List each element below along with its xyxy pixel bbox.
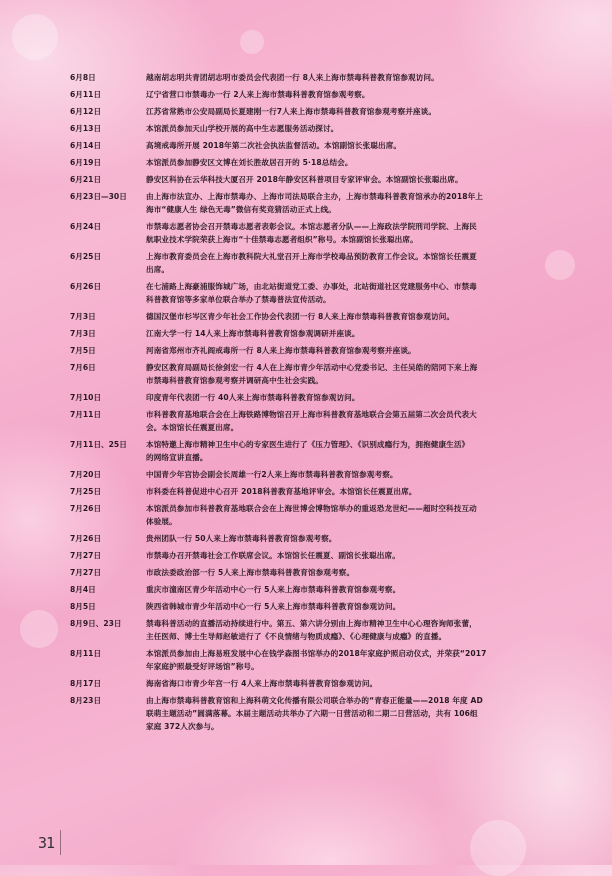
- entry-text-line: 本馆派员参加天山学校开展的高中生志愿服务活动探讨。: [146, 124, 339, 133]
- entry-text-line: 印度青年代表团一行 40人来上海市禁毒科普教育馆参观访问。: [146, 393, 360, 402]
- entry-text-line: 陕西省韩城市青少年活动中心一行 5人来上海市禁毒科普教育馆参观访问。: [146, 602, 401, 611]
- page-number: 31: [38, 834, 55, 852]
- entry-text: [146, 438, 566, 464]
- entry-text-line: 由上海市禁毒科普教育馆和上海科萌文化传播有限公司联合举办的“青春正能量——2018 年度 AD: [146, 696, 483, 705]
- entry-text: [146, 694, 566, 733]
- entry-text-line: 市禁毒志愿者协会召开禁毒志愿者表彰会议。本馆志愿者分队——上海政法学院刑司学院、上海民: [146, 222, 477, 231]
- entry-date: 8月5日: [70, 602, 96, 611]
- entry-date: 7月10日: [70, 393, 102, 402]
- entry-text-line: 上海市教育委员会在上海市教科院大礼堂召开上海市学校毒品预防教育工作会议。本馆馆长任震夏: [146, 252, 477, 261]
- entry-text: [146, 617, 566, 643]
- entry-text-line: 本馆特邀上海市精神卫生中心的专家医生进行了《压力管理》、《识别成瘾行为，拥抱健康生活》: [146, 440, 470, 449]
- entry-date: 7月27日: [70, 568, 102, 577]
- entry-text: [146, 173, 566, 186]
- entry-date: 6月13日: [70, 124, 102, 133]
- entry-date: 6月23日—30日: [70, 192, 127, 201]
- entry-date: 6月25日: [70, 252, 102, 261]
- entry-date: 6月21日: [70, 175, 102, 184]
- entry-text-line: 德国汉堡市杉岑区青少年社会工作协会代表团一行 8人来上海市禁毒科普教育馆参观访问。: [146, 312, 455, 321]
- entry-date: 7月5日: [70, 346, 96, 355]
- entry-text-line: 出席。: [146, 265, 170, 274]
- entry-text: [146, 190, 566, 216]
- entry-date: 8月4日: [70, 585, 96, 594]
- entry-text-line: 中国青少年宫协会副会长周雄一行2人来上海市禁毒科普教育馆参观考察。: [146, 470, 398, 479]
- entry-text-line: 年家庭护照最受好评场馆”称号。: [146, 662, 259, 671]
- entry-text-line: 本馆派员参加市科普教育基地联合会在上海世博会博物馆举办的重返恐龙世纪——超时空科技互动: [146, 504, 477, 513]
- entry-text-line: 市禁毒科普教育馆参观考察并调研高中生社会实践。: [146, 376, 323, 385]
- entry-date: 6月19日: [70, 158, 102, 167]
- entry-date: 6月12日: [70, 107, 102, 116]
- entry-text: [146, 532, 566, 545]
- entry-text-line: 静安区教育局副局长徐剑宏一行 4人在上海市青少年活动中心党委书记、主任吴皓的陪同下来上海: [146, 363, 478, 372]
- entry-text: [146, 502, 566, 528]
- entry-text-line: 贵州团队一行 50人来上海市禁毒科普教育馆参观考察。: [146, 534, 337, 543]
- entry-text: [146, 122, 566, 135]
- entry-date: 7月3日: [70, 312, 96, 321]
- entry-text-line: 江苏省常熟市公安局副局长夏建刚一行7人来上海市禁毒科普教育馆参观考察并座谈。: [146, 107, 437, 116]
- entry-text-line: 海市“健康人生 绿色无毒”微信有奖竞猜活动正式上线。: [146, 205, 336, 214]
- entry-text: [146, 468, 566, 481]
- entry-text-line: 市科委在科普促进中心召开 2018科普教育基地评审会。本馆馆长任震夏出席。: [146, 487, 417, 496]
- entry-date: 8月9日、23日: [70, 619, 122, 628]
- entry-date: 7月26日: [70, 504, 102, 513]
- entry-text-line: 家庭 372人次参与。: [146, 722, 219, 731]
- entry-text: [146, 391, 566, 404]
- entry-date: 7月25日: [70, 487, 102, 496]
- entry-date: 7月11日: [70, 410, 102, 419]
- decor-bokeh: [240, 30, 264, 54]
- entry-text: [146, 88, 566, 101]
- entry-text-line: 本馆派员参加由上海易班发展中心在钱学森图书馆举办的2018年家庭护照启动仪式，并荣获“2017: [146, 649, 487, 658]
- entry-text: [146, 156, 566, 169]
- entry-text-line: 河南省郑州市齐礼阎戒毒所一行 8人来上海市禁毒科普教育馆参观考察并座谈。: [146, 346, 416, 355]
- entry-text-line: 体验展。: [146, 517, 177, 526]
- entry-text: [146, 280, 566, 306]
- entry-text: [146, 408, 566, 434]
- decor-bokeh: [20, 610, 58, 648]
- entry-text-line: 会。本馆馆长任震夏出席。: [146, 423, 239, 432]
- entry-text: [146, 139, 566, 152]
- entry-text: [146, 583, 566, 596]
- entry-date: 6月8日: [70, 73, 96, 82]
- entry-date: 7月6日: [70, 363, 96, 372]
- entry-text-line: 江南大学一行 14人来上海市禁毒科普教育馆参观调研并座谈。: [146, 329, 360, 338]
- entry-text-line: 科普教育馆等多家单位联合举办了禁毒普法宣传活动。: [146, 295, 331, 304]
- entry-text: [146, 361, 566, 387]
- entry-text: [146, 647, 566, 673]
- entry-date: 6月11日: [70, 90, 102, 99]
- entry-date: 6月14日: [70, 141, 102, 150]
- entry-text-line: 市政法委政治部一行 5人来上海市禁毒科普教育馆参观考察。: [146, 568, 355, 577]
- entry-text: [146, 220, 566, 246]
- entry-text: [146, 600, 566, 613]
- entry-text-line: 市科普教育基地联合会在上海铁路博物馆召开上海市科普教育基地联合会第五届第二次会员代表大: [146, 410, 477, 419]
- entry-text-line: 主任医师、博士生导师赵敏进行了《不良情绪与物质成瘾》、《心理健康与成瘾》的直播。: [146, 632, 447, 641]
- entry-date: 8月23日: [70, 696, 102, 705]
- entry-text-line: 市禁毒办召开禁毒社会工作联席会议。本馆馆长任震夏、副馆长张聪出席。: [146, 551, 400, 560]
- entry-date: 8月17日: [70, 679, 102, 688]
- entry-text-line: 越南胡志明共青团胡志明市委员会代表团一行 8人来上海市禁毒科普教育馆参观访问。: [146, 73, 439, 82]
- entry-text-line: 航职业技术学院荣获上海市“十佳禁毒志愿者组织”称号。本馆副馆长张聪出席。: [146, 235, 418, 244]
- page-number-rule: [60, 830, 61, 855]
- entry-text: [146, 71, 566, 84]
- entry-text: [146, 485, 566, 498]
- entry-text-line: 的网络宣讲直播。: [146, 453, 208, 462]
- entry-date: 6月24日: [70, 222, 102, 231]
- entry-text-line: 由上海市法宣办、上海市禁毒办、上海市司法局联合主办，上海市禁毒科普教育馆承办的2018年上: [146, 192, 483, 201]
- entry-text: [146, 344, 566, 357]
- entry-text-line: 禁毒科普活动的直播活动持续进行中。第五、第六讲分别由上海市精神卫生中心心理咨询师张蕾，: [146, 619, 477, 628]
- entry-text: [146, 250, 566, 276]
- entry-text-line: 在七浦路上海豪浦服饰城广场，由北站街道党工委、办事处，北站街道社区党建服务中心、市禁毒: [146, 282, 477, 291]
- entry-date: 7月11日、25日: [70, 440, 127, 449]
- decor-bokeh: [470, 820, 526, 876]
- entry-text-line: 静安区科协在云华科技大厦召开 2018年静安区科普项目专家评审会。本馆副馆长张聪出席。: [146, 175, 463, 184]
- entry-date: 7月3日: [70, 329, 96, 338]
- entry-date: 7月27日: [70, 551, 102, 560]
- entry-text: [146, 566, 566, 579]
- entry-text: [146, 677, 566, 690]
- entry-date: 8月11日: [70, 649, 102, 658]
- entry-date: 7月20日: [70, 470, 102, 479]
- entry-text-line: 重庆市潼南区青少年活动中心一行 5人来上海市禁毒科普教育馆参观考察。: [146, 585, 401, 594]
- entry-date: 6月26日: [70, 282, 102, 291]
- entry-date: 7月26日: [70, 534, 102, 543]
- entry-text-line: 海南省海口市青少年宫一行 4人来上海市禁毒科普教育馆参观访问。: [146, 679, 378, 688]
- entry-text: [146, 310, 566, 323]
- decor-bokeh: [12, 14, 58, 60]
- entry-text: [146, 327, 566, 340]
- entry-text-line: 辽宁省营口市禁毒办一行 2人来上海市禁毒科普教育馆参观考察。: [146, 90, 370, 99]
- entry-text: [146, 549, 566, 562]
- entry-text-line: 高境戒毒所开展 2018年第二次社会执法监督活动。本馆副馆长张聪出席。: [146, 141, 402, 150]
- entry-text-line: 联萌主题活动”圆满落幕。本届主题活动共举办了六期一日营活动和二期二日营活动，共有 106组: [146, 709, 478, 718]
- entry-text-line: 本馆派员参加静安区文博在刘长胜故居召开的 5·18总结会。: [146, 158, 353, 167]
- entry-text: [146, 105, 566, 118]
